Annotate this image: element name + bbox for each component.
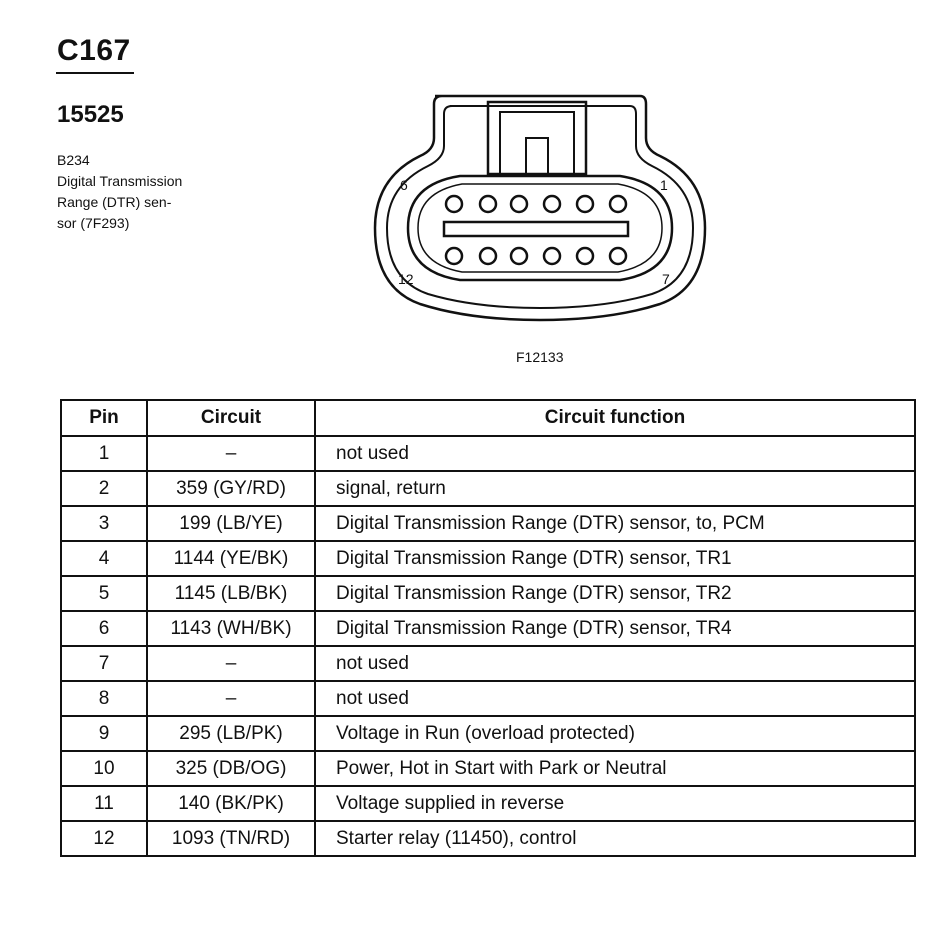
function-cell: Digital Transmission Range (DTR) sensor, to, PCM bbox=[315, 506, 915, 541]
header-pin: Pin bbox=[61, 400, 147, 436]
description-line: Digital Transmission bbox=[57, 173, 183, 189]
circuit-cell: 359 (GY/RD) bbox=[147, 471, 315, 506]
pin-cell: 8 bbox=[61, 681, 147, 716]
circuit-cell: 1093 (TN/RD) bbox=[147, 821, 315, 856]
table-row bbox=[61, 786, 915, 821]
connector-id: C167 bbox=[57, 34, 131, 67]
circuit-cell: 199 (LB/YE) bbox=[147, 506, 315, 541]
table-row bbox=[61, 541, 915, 576]
connector-outer-shell bbox=[375, 96, 705, 320]
function-cell: Digital Transmission Range (DTR) sensor, TR1 bbox=[315, 541, 915, 576]
function-cell: not used bbox=[315, 646, 915, 681]
header-circuit: Circuit bbox=[147, 400, 315, 436]
table-row bbox=[61, 751, 915, 786]
circuit-cell: 325 (DB/OG) bbox=[147, 751, 315, 786]
pin-row-top bbox=[446, 196, 626, 212]
circuit-cell: – bbox=[147, 436, 315, 471]
pin-cell: 9 bbox=[61, 716, 147, 751]
function-cell: Power, Hot in Start with Park or Neutral bbox=[315, 751, 915, 786]
component-description bbox=[57, 150, 227, 234]
pin-cell: 11 bbox=[61, 786, 147, 821]
function-cell: Starter relay (11450), control bbox=[315, 821, 915, 856]
circuit-cell: 1143 (WH/BK) bbox=[147, 611, 315, 646]
table-row bbox=[61, 821, 915, 856]
figure-id: F12133 bbox=[516, 349, 564, 365]
table-row bbox=[61, 471, 915, 506]
table-row bbox=[61, 576, 915, 611]
pin-label-12: 12 bbox=[398, 271, 414, 287]
function-cell: not used bbox=[315, 681, 915, 716]
function-cell: signal, return bbox=[315, 471, 915, 506]
pin-cell: 1 bbox=[61, 436, 147, 471]
part-number: 15525 bbox=[57, 101, 124, 128]
pin-cell: 7 bbox=[61, 646, 147, 681]
pin-label-7: 7 bbox=[662, 271, 670, 287]
pin-cell: 6 bbox=[61, 611, 147, 646]
circuit-cell: 1144 (YE/BK) bbox=[147, 541, 315, 576]
pin-label-1: 1 bbox=[660, 177, 668, 193]
connector-key-bar bbox=[444, 222, 628, 236]
function-cell: not used bbox=[315, 436, 915, 471]
description-line: Range (DTR) sen- bbox=[57, 194, 172, 210]
function-cell: Digital Transmission Range (DTR) sensor, TR4 bbox=[315, 611, 915, 646]
table-row bbox=[61, 681, 915, 716]
function-cell: Voltage in Run (overload protected) bbox=[315, 716, 915, 751]
description-line: B234 bbox=[57, 152, 90, 168]
pin-cell: 5 bbox=[61, 576, 147, 611]
circuit-cell: 295 (LB/PK) bbox=[147, 716, 315, 751]
pin-cell: 10 bbox=[61, 751, 147, 786]
pin-cavity bbox=[408, 176, 672, 280]
pin-cell: 4 bbox=[61, 541, 147, 576]
table-row bbox=[61, 646, 915, 681]
function-cell: Voltage supplied in reverse bbox=[315, 786, 915, 821]
table-header-row bbox=[61, 400, 915, 436]
pin-cell: 3 bbox=[61, 506, 147, 541]
header-circuit-function: Circuit function bbox=[315, 400, 915, 436]
circuit-cell: – bbox=[147, 681, 315, 716]
circuit-cell: 140 (BK/PK) bbox=[147, 786, 315, 821]
connector-diagram bbox=[360, 88, 720, 338]
pin-cell: 12 bbox=[61, 821, 147, 856]
pin-cell: 2 bbox=[61, 471, 147, 506]
circuit-cell: 1145 (LB/BK) bbox=[147, 576, 315, 611]
table-row bbox=[61, 611, 915, 646]
pin-table bbox=[60, 399, 916, 857]
description-line: sor (7F293) bbox=[57, 215, 130, 231]
pin-label-6: 6 bbox=[400, 177, 408, 193]
title-underline bbox=[56, 72, 134, 74]
circuit-cell: – bbox=[147, 646, 315, 681]
pin-row-bottom bbox=[446, 248, 626, 264]
table-row bbox=[61, 436, 915, 471]
table-row bbox=[61, 716, 915, 751]
table-row bbox=[61, 506, 915, 541]
function-cell: Digital Transmission Range (DTR) sensor, TR2 bbox=[315, 576, 915, 611]
